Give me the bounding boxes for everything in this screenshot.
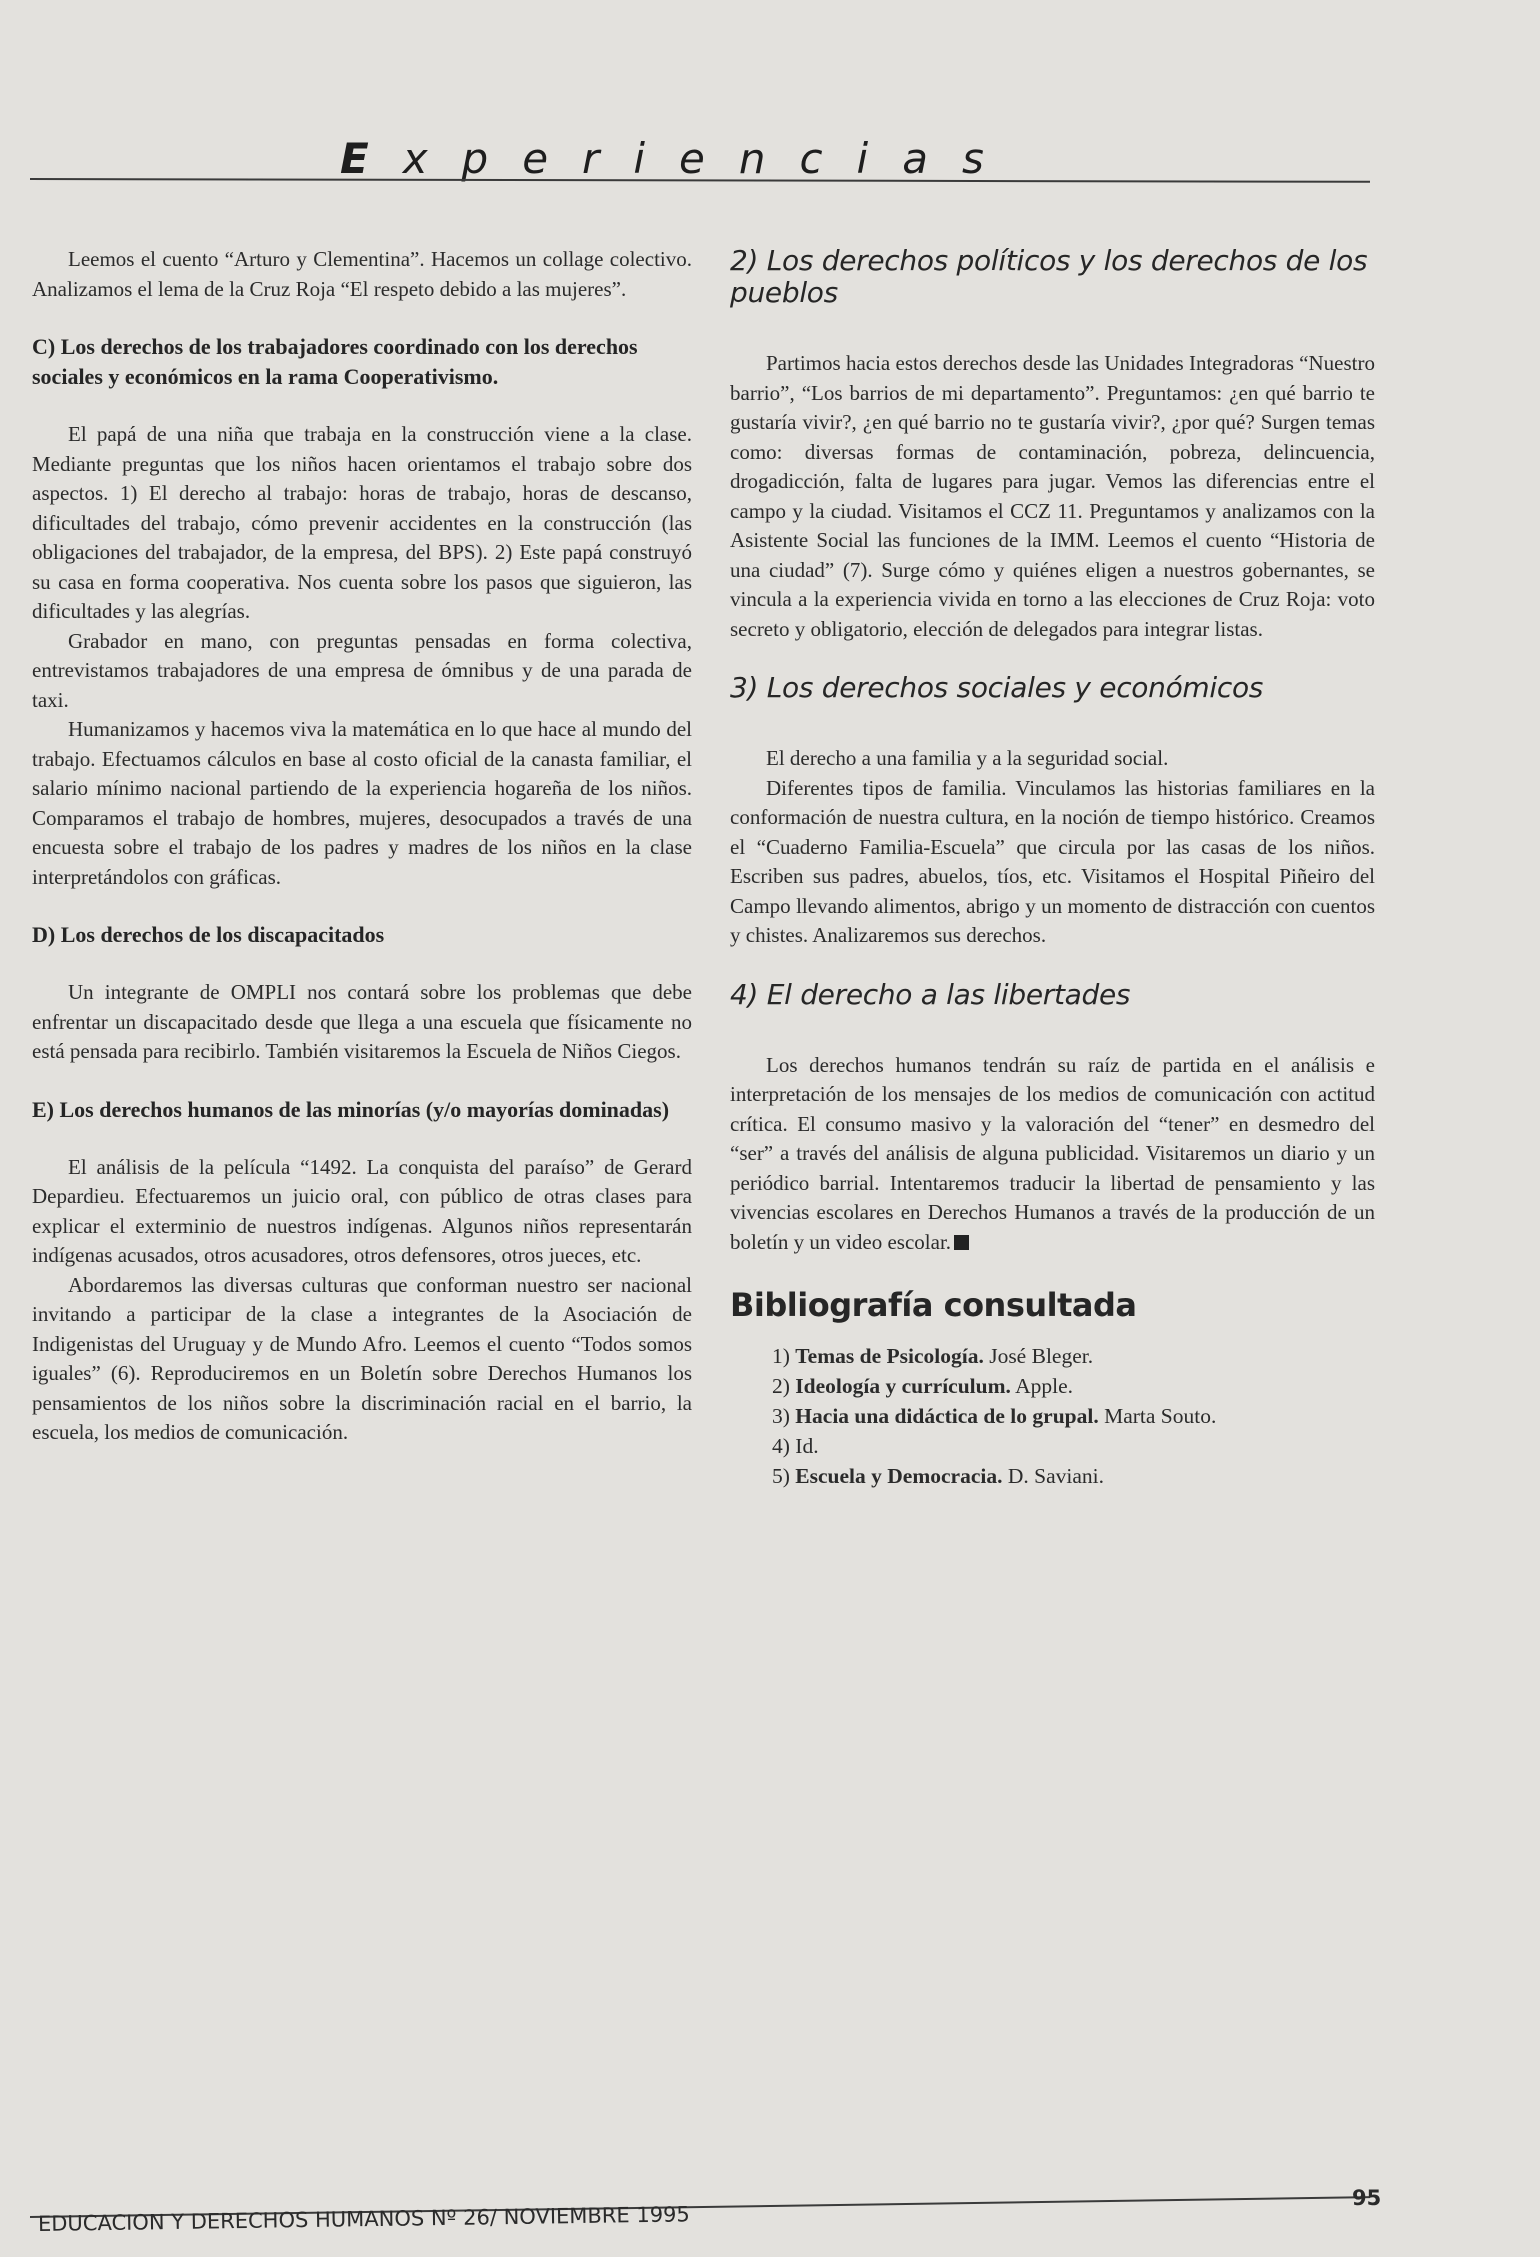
section-c-paragraph: Grabador en mano, con preguntas pensadas en forma colectiva, entrevistamos trabajadores de una empresa de ómnibus y de una parada de taxi. (32, 628, 692, 712)
bibliography-item: 2) Ideología y currículum. Apple. (772, 1374, 1074, 1398)
section-e-paragraph: Abordaremos las diversas culturas que conforman nuestro ser nacional invitando a participar de la clase a integrantes de la Asociación de Indigenistas del Uruguay y de Mundo Afro. Leemos el cuento “Todos somos iguales” (6). Reproduciremos en un Boletín sobre Derechos Humanos los pensamientos de los niños sobre la discriminación racial en el barrio, la escuela, los medios de comunicación. (32, 1272, 692, 1444)
section-e-paragraph: El análisis de la película “1492. La conquista del paraíso” de Gerard Depardieu. Efectuaremos un juicio oral, con público de otras clases para explicar el exterminio de nuestros indígenas. Algunos niños representarán indígenas acusados, otros acusadores, otros defensores, otros jueces, etc. (32, 1154, 692, 1267)
bibliography-item: 5) Escuela y Democracia. D. Saviani. (772, 1464, 1105, 1488)
section-2-paragraph: Partimos hacia estos derechos desde las Unidades Integradoras “Nuestro barrio”, “Los barrios de mi departamento”. Preguntamos: ¿en qué barrio te gustaría vivir?, ¿en qué barrio no te gustaría vivir?, ¿por qué? Surgen temas como: diversas formas de contaminación, pobreza, delincuencia, drogadicción, falta de lugares para jugar. Vemos las diferencias entre el campo y la ciudad. Visitamos el CCZ 11. Preguntamos y analizamos con la Asistente Social las funciones de la IMM. Leemos el cuento “Historia de una ciudad” (7). Surge cómo y quiénes eligen a nuestros gobernantes, se vincula a la experiencia vivida en torno a las elecciones de Cruz Roja: voto secreto y obligatorio, elección de delegados para integrar listas. (730, 351, 1375, 641)
section-header (340, 134, 1018, 183)
section-c-paragraph: Humanizamos y hacemos viva la matemática en lo que hace al mundo del trabajo. Efectuamos cálculos en base al costo oficial de la canasta familiar, el salario mínimo nacional partiendo de la experiencia hogareña de los niños. Comparamos el trabajo de hombres, mujeres, desocupados a través de una encuesta sobre el trabajo de los padres y madres de los niños en la clase interpretándolos con gráficas. (32, 717, 692, 889)
section-3-paragraph: El derecho a una familia y a la seguridad social. (766, 746, 1169, 770)
section-3-heading: 3) Los derechos sociales y económicos (730, 671, 1264, 704)
bibliography-heading: Bibliografía consultada (730, 1286, 1137, 1324)
bibliography-item: 3) Hacia una didáctica de lo grupal. Marta Souto. (772, 1404, 1217, 1428)
right-column (730, 245, 1375, 1491)
section-c-paragraph: El papá de una niña que trabaja en la construcción viene a la clase. Mediante preguntas que los niños hacen orientamos el trabajo sobre dos aspectos. 1) El derecho al trabajo: horas de trabajo, horas de descanso, dificultades del trabajo, cómo prevenir accidentes en la construcción (las obligaciones del trabajador, de la empresa, del BPS). 2) Este papá construyó su casa en forma cooperativa. Nos cuenta sobre los pasos que siguieron, las dificultades y las alegrías. (32, 422, 692, 623)
section-c-heading: C) Los derechos de los trabajadores coordinado con los derechos sociales y económicos en la rama Cooperativismo. (32, 334, 638, 389)
section-e-heading: E) Los derechos humanos de las minorías (y/o mayorías dominadas) (32, 1096, 670, 1122)
bibliography-item: 1) Temas de Psicología. José Bleger. (772, 1344, 1094, 1368)
header-rest: xperiencias (402, 134, 1018, 183)
bibliography-list (730, 1341, 1375, 1491)
intro-paragraph: Leemos el cuento “Arturo y Clementina”. Hacemos un collage colectivo. Analizamos el lema de la Cruz Roja “El respeto debido a las mujeres”. (32, 247, 692, 301)
end-of-article-mark (954, 1235, 969, 1250)
left-column (32, 245, 692, 1448)
section-4-text: Los derechos humanos tendrán su raíz de partida en el análisis e interpretación de los mensajes de los medios de comunicación con actitud crítica. El consumo masivo y la valoración del “tener” en desmedro del “ser” a través del análisis de alguna publicidad. Visitaremos un diario y un periódico barrial. Intentaremos traducir la libertad de pensamiento y las vivencias escolares en Derechos Humanos a través de la producción de un boletín y un video escolar. (730, 1052, 1375, 1254)
section-d-paragraph: Un integrante de OMPLI nos contará sobre los problemas que debe enfrentar un discapacitado desde que llega a una escuela que físicamente no está pensada para recibirlo. También visitaremos la Escuela de Niños Ciegos. (32, 980, 692, 1063)
publication-footer: EDUCACION Y DERECHOS HUMANOS Nº 26/ NOVIEMBRE 1995 (37, 2202, 690, 2236)
section-4-heading: 4) El derecho a las libertades (730, 977, 1131, 1011)
section-2-heading: 2) Los derechos políticos y los derechos de los pueblos (730, 244, 1368, 309)
section-4-paragraph (730, 1051, 1375, 1258)
bibliography-item: 4) Id. (772, 1434, 819, 1458)
section-d-heading: D) Los derechos de los discapacitados (32, 922, 385, 947)
section-3-paragraph: Diferentes tipos de familia. Vinculamos las historias familiares en la conformación de nuestra cultura, en la noción de tiempo histórico. Creamos el “Cuaderno Familia-Escuela” que circula por las casas de los niños. Escriben sus padres, abuelos, tíos, etc. Visitamos el Hospital Piñeiro del Campo llevando alimentos, abrigo y un momento de distracción con cuentos y chistes. Analizaremos sus derechos. (730, 775, 1375, 947)
header-initial: E (340, 134, 403, 183)
page-number: 95 (1352, 2186, 1382, 2210)
